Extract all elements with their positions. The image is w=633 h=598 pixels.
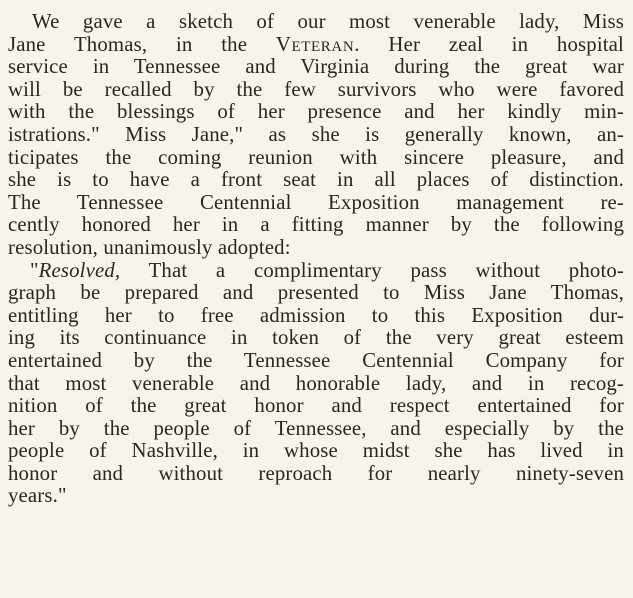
text-line-4: will be recalled by the few survivors who were favored xyxy=(8,77,624,101)
text-line-12 xyxy=(8,260,624,283)
text-line-21: honor and without reproach for nearly ninety-seven xyxy=(8,461,624,485)
article-text xyxy=(8,11,624,508)
text-line-15: ing its continuance in token of the very great esteem xyxy=(8,326,624,350)
text-line-20: people of Nashville, in whose midst she has lived in xyxy=(8,439,624,463)
text-line-16: entertained by the Tennessee Centennial Company for xyxy=(8,348,624,372)
text-line-5: with the blessings of her presence and her kindly min- xyxy=(8,100,624,124)
text-line-1: We gave a sketch of our most venerable lady, Miss xyxy=(32,10,624,33)
resolved-open-quote: " xyxy=(30,258,39,282)
resolved-rest: That a complimentary pass without photo- xyxy=(120,258,624,282)
text-line-18: nition of the great honor and respect entertained for xyxy=(8,394,624,418)
text-line-2 xyxy=(8,34,624,57)
text-line-14: entitling her to free admission to this Exposition dur- xyxy=(8,303,624,327)
text-line-3: service in Tennessee and Virginia during the great war xyxy=(8,55,624,79)
text-line-22: years." xyxy=(8,484,67,508)
text-line-13: graph be prepared and presented to Miss Jane Thomas, xyxy=(8,281,624,305)
text-line-7: ticipates the coming reunion with sincere pleasure, and xyxy=(8,145,624,169)
text-line-6: istrations." Miss Jane," as she is generally known, an- xyxy=(8,122,624,146)
text-line-9: The Tennessee Centennial Exposition management re- xyxy=(8,190,624,214)
text-line-8: she is to have a front seat in all places of distinction. xyxy=(8,168,624,192)
text-line-10: cently honored her in a fitting manner by the following xyxy=(8,213,624,237)
resolved-word: Resolved, xyxy=(38,258,121,282)
text-line-2-end: . Her zeal in hospital xyxy=(354,32,624,56)
text-line-19: her by the people of Tennessee, and especially by the xyxy=(8,416,624,440)
text-line-11: resolution, unanimously adopted: xyxy=(8,235,291,259)
text-line-17: that most venerable and honorable lady, and in recog- xyxy=(8,371,624,395)
text-line-2-start: Jane Thomas, in the xyxy=(8,32,276,56)
veteran-title: Veteran xyxy=(275,32,355,56)
